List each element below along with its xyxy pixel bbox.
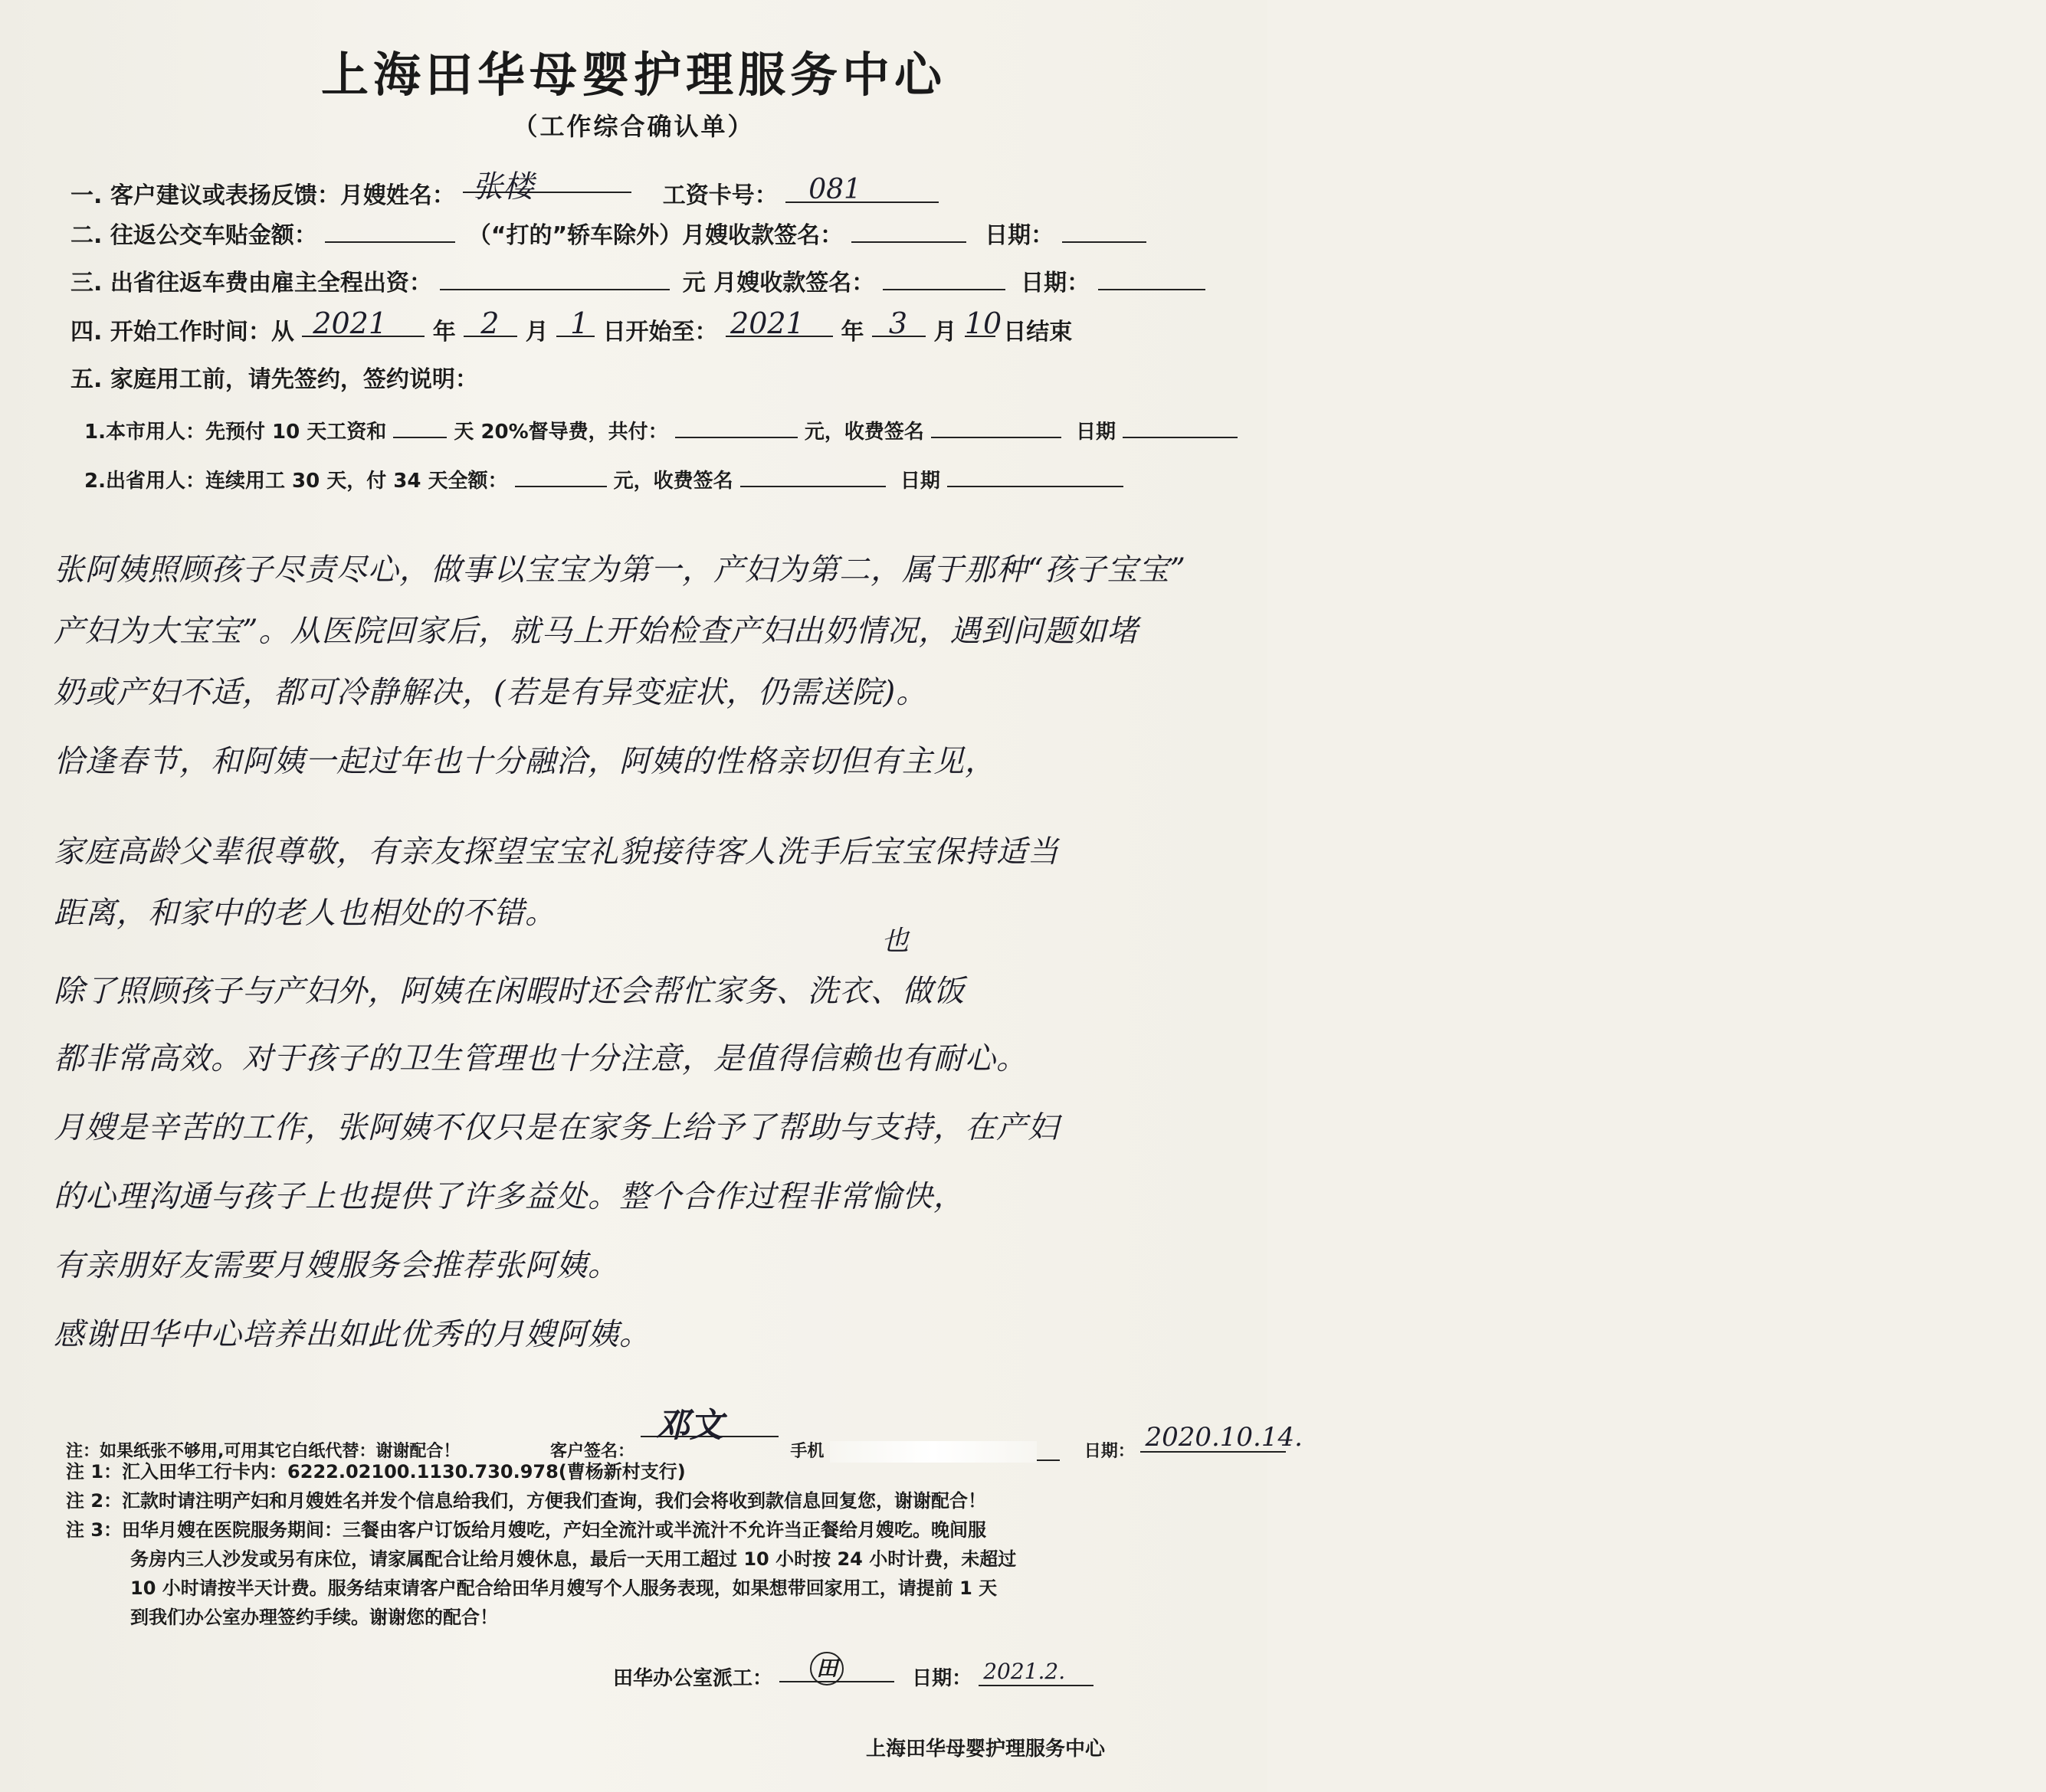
note-3-cont: 到我们办公室办理签约手续。谢谢您的配合！ bbox=[130, 1607, 498, 1628]
review-line: 除了照顾孩子与产妇外，阿姨在闲暇时还会帮忙家务、洗衣、做饭 bbox=[54, 974, 965, 1009]
travel-fee-label: 三. 出省往返车费由雇主全程出资： bbox=[70, 270, 432, 296]
end-day-unit: 日结束 bbox=[1003, 319, 1073, 346]
start-year-field[interactable] bbox=[302, 306, 425, 340]
out-province-text-1: 2.出省用人：连续用工 30 天，付 34 天全额： bbox=[84, 470, 508, 493]
customer-sign-field[interactable] bbox=[641, 1406, 779, 1445]
bus-subsidy-field[interactable] bbox=[325, 218, 455, 243]
start-month-field[interactable] bbox=[464, 306, 517, 340]
local-hire-date-label: 日期 bbox=[1075, 421, 1116, 444]
start-month-value: 2 bbox=[480, 306, 500, 340]
form-row-out-province bbox=[84, 463, 1123, 493]
review-insertion-mark: 也 bbox=[881, 925, 910, 957]
nanny-name-field[interactable] bbox=[463, 169, 631, 205]
signature-date-value: 2020.10.14. bbox=[1145, 1422, 1303, 1453]
form-row-local-hire bbox=[84, 414, 1238, 444]
local-hire-text-3: 元，收费签名 bbox=[804, 421, 924, 444]
document-title: 上海田华母婴护理服务中心 bbox=[320, 47, 946, 103]
out-total-field[interactable] bbox=[515, 463, 607, 487]
feedback-label: 一. 客户建议或表扬反馈：月嫂姓名： bbox=[70, 182, 455, 209]
review-line: 恰逢春节，和阿姨一起过年也十分融洽，阿姨的性格亲切但有主见， bbox=[54, 744, 996, 779]
contract-label: 五. 家庭用工前，请先签约，签约说明： bbox=[70, 366, 478, 393]
customer-signature: 邓文 bbox=[655, 1406, 723, 1445]
start-day-value: 1 bbox=[570, 306, 589, 340]
review-line: 有亲朋好友需要月嫂服务会推荐张阿姨。 bbox=[54, 1248, 619, 1283]
bus-subsidy-note: （“打的”轿车除外）月嫂收款签名： bbox=[467, 222, 844, 249]
note-3-cont: 10 小时请按半天计费。服务结束请客户配合给田华月嫂写个人服务表现，如果想带回家用工，请提前 1 天 bbox=[130, 1577, 998, 1599]
form-row-travel-fee bbox=[70, 264, 1205, 297]
note-2: 注 2：汇款时请注明产妇和月嫂姓名并发个信息给我们，方便我们查询，我们会将收到款信息回复您，谢谢配合！ bbox=[66, 1490, 987, 1512]
bus-date-field[interactable] bbox=[1062, 218, 1146, 243]
review-line: 奶或产妇不适，都可冷静解决，(若是有异变症状，仍需送院)。 bbox=[54, 675, 928, 710]
out-province-text-2: 元，收费签名 bbox=[613, 470, 733, 493]
office-date-field[interactable] bbox=[979, 1659, 1093, 1686]
end-month-field[interactable] bbox=[872, 306, 926, 340]
travel-date-label: 日期： bbox=[1021, 270, 1090, 296]
note-1: 注 1：汇入田华工行卡内：6222.02100.1130.730.978(曹杨新村支行) bbox=[66, 1461, 686, 1482]
card-label: 工资卡号： bbox=[662, 182, 778, 209]
office-sign-field[interactable] bbox=[779, 1656, 894, 1682]
travel-sign-field[interactable] bbox=[883, 266, 1005, 290]
travel-fee-unit: 元 月嫂收款签名： bbox=[682, 270, 875, 296]
note-3-cont: 务房内三人沙发或另有床位，请家属配合让给月嫂休息，最后一天用工超过 10 小时按 24 小时计费，未超过 bbox=[130, 1548, 1017, 1570]
note-3: 注 3：田华月嫂在医院服务期间：三餐由客户订饭给月嫂吃，产妇全流汁或半流汁不允许当正餐给月嫂吃。晚间服 bbox=[66, 1519, 987, 1541]
form-row-contract bbox=[70, 360, 478, 394]
footer-organization: 上海田华母婴护理服务中心 bbox=[866, 1738, 1106, 1761]
end-year-unit: 年 bbox=[841, 319, 864, 346]
card-number-value: 081 bbox=[808, 174, 861, 205]
office-dispatch-row bbox=[613, 1656, 1093, 1691]
end-day-field[interactable] bbox=[964, 306, 1002, 340]
end-year-value: 2021 bbox=[730, 306, 805, 340]
local-sign-field[interactable] bbox=[931, 414, 1061, 438]
document-subtitle: （工作综合确认单） bbox=[513, 112, 755, 141]
form-row-bus-subsidy bbox=[70, 216, 1146, 250]
end-month-unit: 月 bbox=[933, 319, 957, 346]
review-line: 月嫂是辛苦的工作，张阿姨不仅只是在家务上给予了帮助与支持，在产妇 bbox=[54, 1110, 1059, 1145]
signature-row bbox=[66, 1406, 1303, 1462]
card-number-field[interactable] bbox=[785, 174, 939, 205]
work-period-label: 四. 开始工作时间：从 bbox=[70, 319, 294, 346]
travel-date-field[interactable] bbox=[1098, 266, 1205, 290]
office-label: 田华办公室派工： bbox=[613, 1667, 773, 1690]
signature-date-field[interactable] bbox=[1140, 1422, 1303, 1453]
out-sign-field[interactable] bbox=[740, 463, 886, 487]
end-month-value: 3 bbox=[888, 306, 908, 340]
start-day-field[interactable] bbox=[556, 306, 595, 340]
bus-sign-field[interactable] bbox=[851, 218, 966, 243]
start-month-unit: 月 bbox=[525, 319, 549, 346]
signature-date-label: 日期： bbox=[1084, 1442, 1135, 1461]
review-line: 距离，和家中的老人也相处的不错。 bbox=[54, 896, 556, 931]
office-date-value: 2021.2. bbox=[983, 1659, 1066, 1684]
end-year-field[interactable] bbox=[726, 306, 833, 340]
local-total-field[interactable] bbox=[675, 414, 798, 438]
out-province-date-label: 日期 bbox=[900, 470, 940, 493]
review-line: 都非常高效。对于孩子的卫生管理也十分注意，是值得信赖也有耐心。 bbox=[54, 1041, 1028, 1076]
customer-sign-label: 客户签名： bbox=[550, 1442, 635, 1461]
local-hire-text-1: 1.本市用人：先预付 10 天工资和 bbox=[84, 421, 387, 444]
office-seal-mark: 田 bbox=[810, 1652, 844, 1686]
footer-notes bbox=[66, 1457, 1200, 1632]
form-row-work-period bbox=[70, 306, 1073, 346]
start-year-value: 2021 bbox=[313, 306, 388, 340]
travel-fee-field[interactable] bbox=[440, 266, 670, 290]
review-line: 产妇为大宝宝”。从医院回家后，就马上开始检查产妇出奶情况，遇到问题如堵 bbox=[54, 614, 1139, 649]
start-day-unit: 日开始至： bbox=[602, 319, 718, 346]
local-days-field[interactable] bbox=[393, 414, 447, 438]
form-row-feedback bbox=[70, 169, 939, 210]
review-line: 的心理沟通与孩子上也提供了许多益处。整个合作过程非常愉快， bbox=[54, 1179, 965, 1214]
office-date-label: 日期： bbox=[912, 1667, 972, 1690]
review-line: 家庭高龄父辈很尊敬，有亲友探望宝宝礼貌接待客人洗手后宝宝保持适当 bbox=[54, 834, 1059, 870]
review-line: 张阿姨照顾孩子尽责尽心，做事以宝宝为第一，产妇为第二，属于那种“孩子宝宝” bbox=[54, 552, 1186, 588]
bus-subsidy-label: 二. 往返公交车贴金额： bbox=[70, 222, 317, 249]
nanny-name-value: 张楼 bbox=[472, 169, 534, 205]
local-date-field[interactable] bbox=[1123, 414, 1238, 438]
phone-label: 手机 bbox=[790, 1442, 825, 1461]
local-hire-text-2: 天 20%督导费，共付： bbox=[454, 421, 668, 444]
bus-date-label: 日期： bbox=[985, 222, 1054, 249]
paper-note: 注：如果纸张不够用,可用其它白纸代替：谢谢配合！ bbox=[66, 1442, 461, 1461]
start-year-unit: 年 bbox=[432, 319, 456, 346]
out-date-field[interactable] bbox=[947, 463, 1123, 487]
end-day-value: 10 bbox=[964, 306, 1002, 340]
review-line: 感谢田华中心培养出如此优秀的月嫂阿姨。 bbox=[54, 1317, 651, 1352]
